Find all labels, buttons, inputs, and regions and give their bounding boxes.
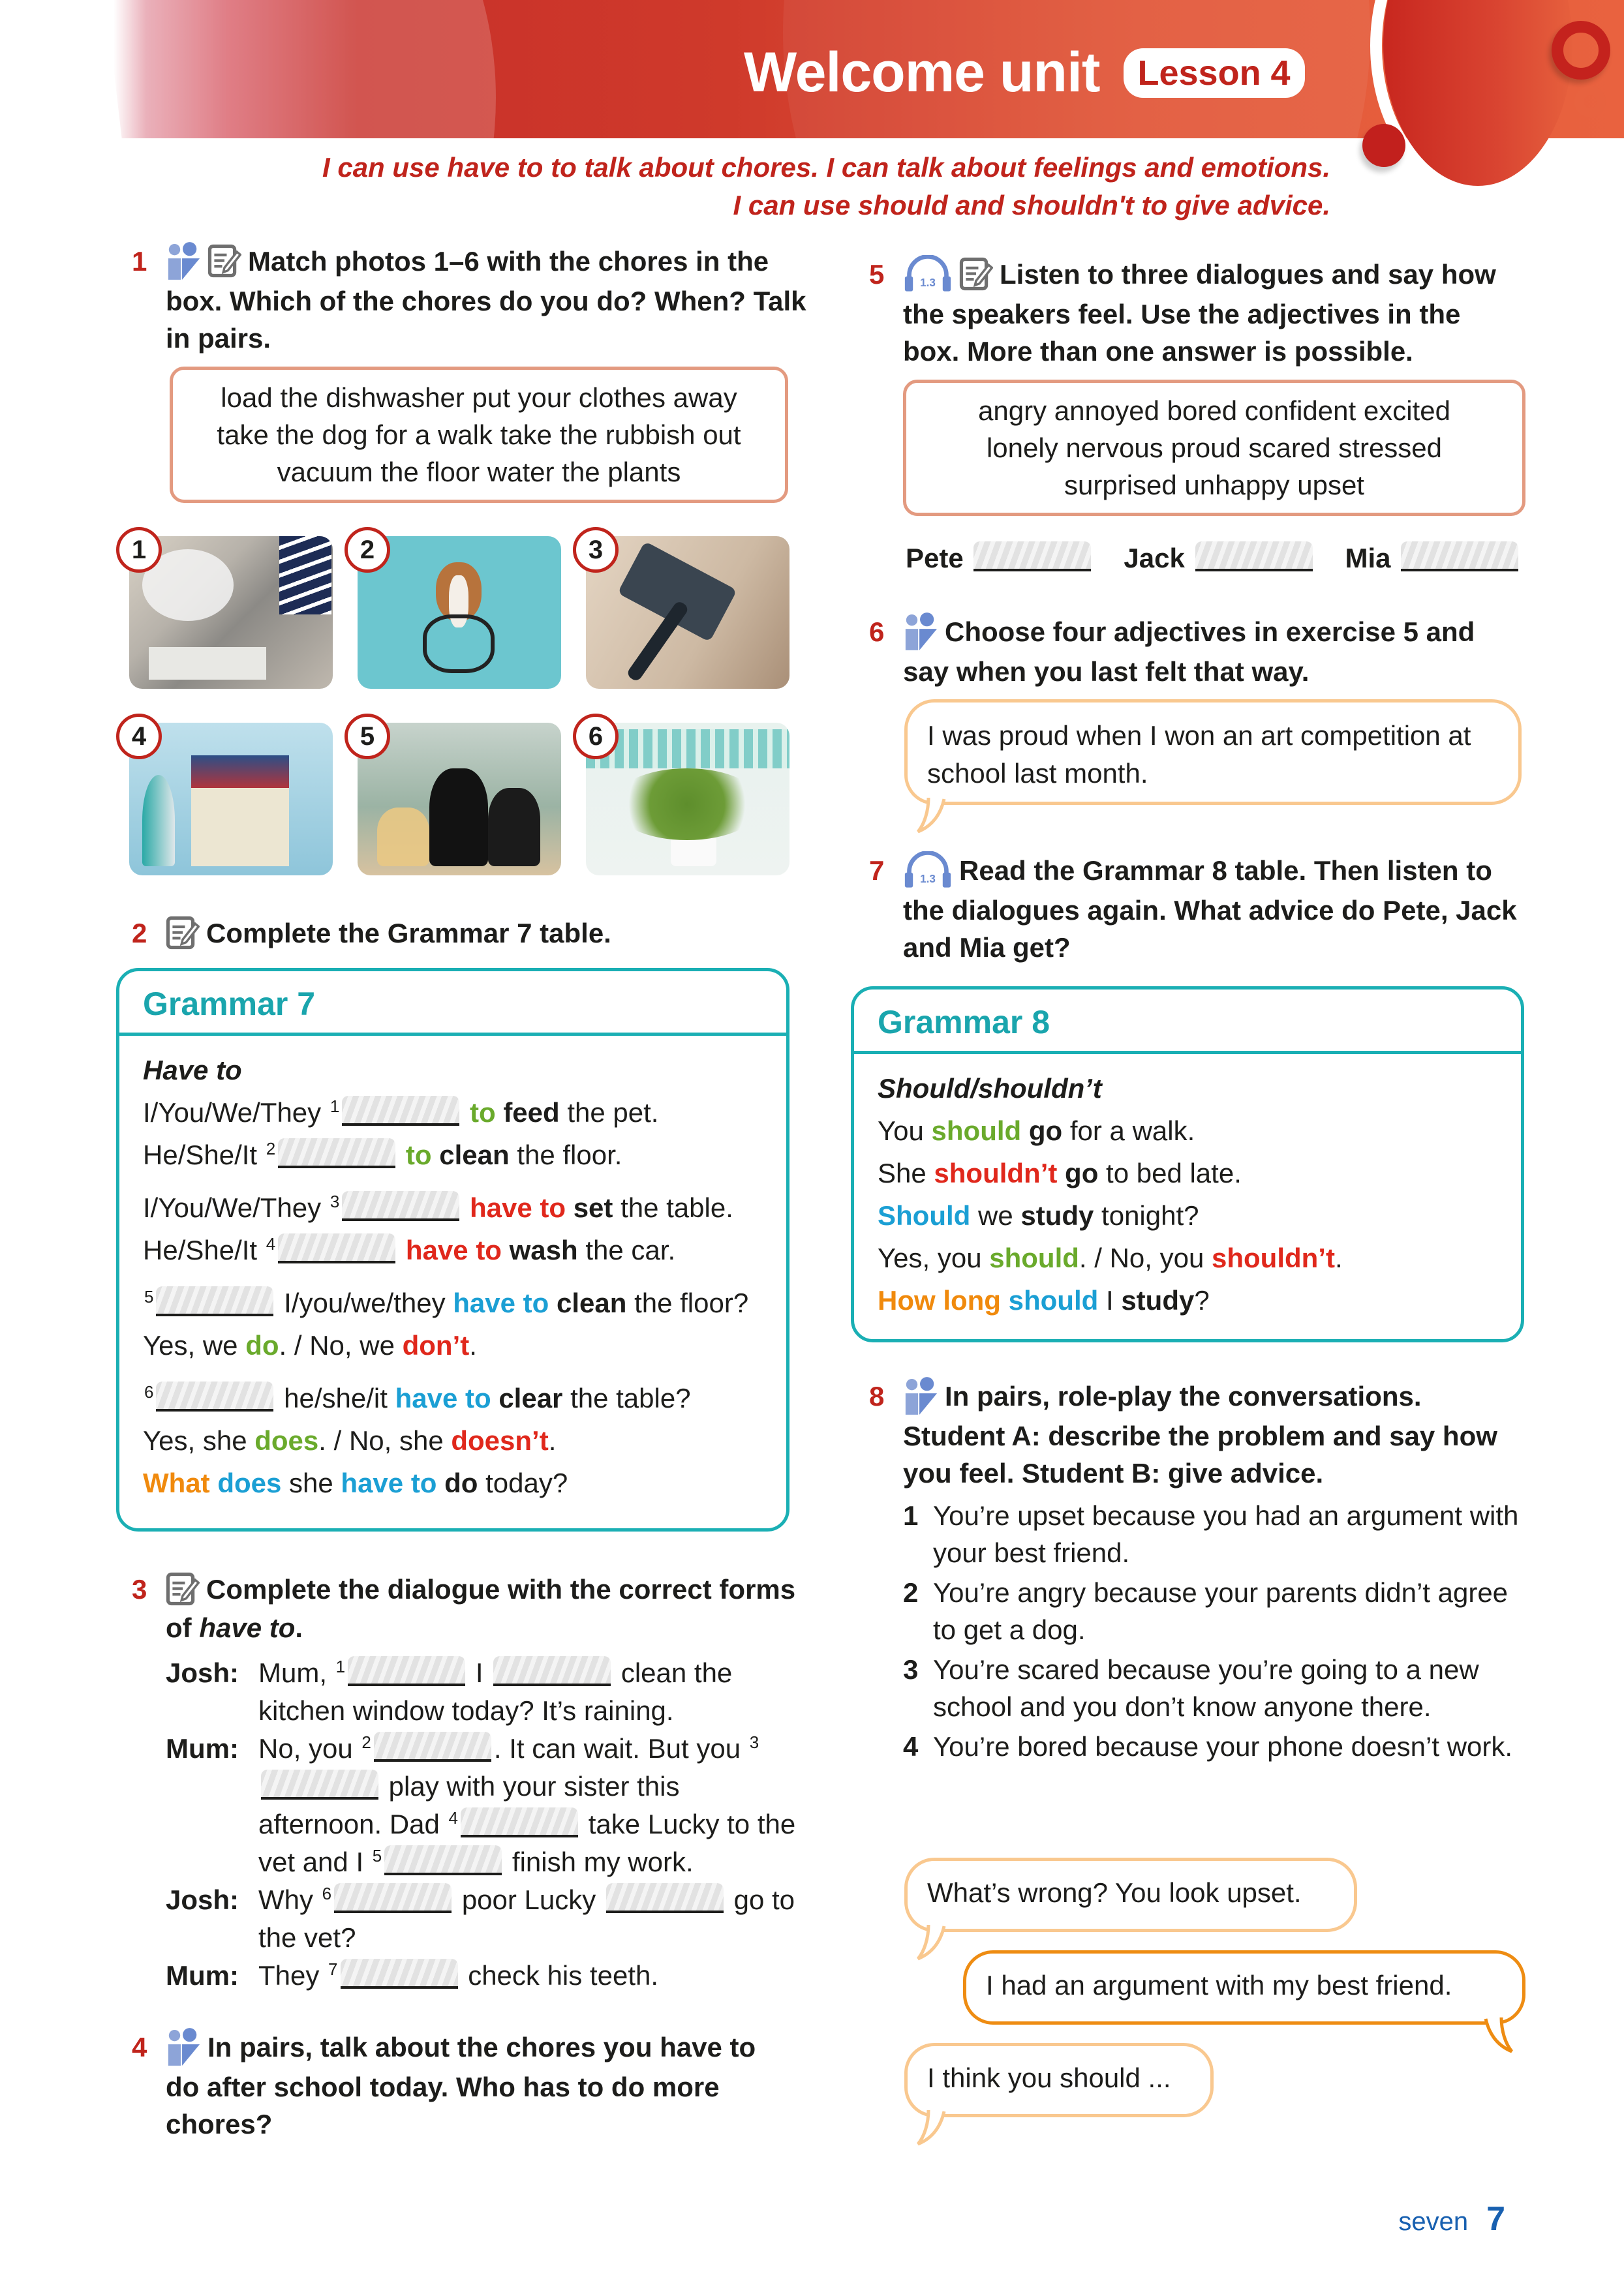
photo-badge: 1 <box>116 527 162 573</box>
speech-bubble <box>904 2043 1214 2117</box>
bubble-text: I think you should ... <box>927 2062 1171 2093</box>
speaker: Mum: <box>166 1959 239 1991</box>
exercise-number: 1 <box>132 246 147 277</box>
answer-blank[interactable] <box>156 1382 273 1412</box>
decor-orange-ring <box>1574 86 1606 117</box>
exercise-number: 7 <box>869 855 885 886</box>
page-word: seven <box>1398 2207 1469 2236</box>
grammar-subtitle: Have to <box>143 1055 242 1085</box>
speaker: Josh: <box>166 1884 239 1915</box>
dialogue-line: Josh: Why $^6$ poor Lucky go to the vet? <box>166 1881 806 1957</box>
word-box-line: angry annoyed bored confident excited <box>978 395 1450 426</box>
grammar-line: You should go for a walk. <box>878 1115 1195 1146</box>
grammar-line: $^6$ he/she/it have to clear the table? <box>144 1382 691 1413</box>
bubble-tail <box>917 798 956 834</box>
exercise-number: 5 <box>869 259 885 290</box>
grammar-line: Should we study tonight? <box>878 1200 1199 1231</box>
grammar-line: What does she have to do today? <box>143 1468 568 1498</box>
list-item: 2 You’re angry because your parents didn’t agree to get a dog. <box>903 1577 1509 1645</box>
dialogue-line: Mum: No, you $^2$ . It can wait. But you $^3$ play with your sister this afternoon. Dad $^4$ take Lucky to the vet and I $^5$ finish my work. <box>166 1730 806 1881</box>
exercise-instruction: Read the Grammar 8 table. Then listen to the dialogues again. What advice do Pete, Jack and Mia get? <box>903 855 1517 963</box>
writing-icon <box>207 243 241 279</box>
header-swoosh <box>39 0 496 138</box>
word-box-line: load the dishwasher put your clothes away <box>221 382 737 413</box>
answer-blank[interactable] <box>493 1656 611 1686</box>
headphones-icon[interactable] <box>903 255 953 293</box>
word-box-line: surprised unhappy upset <box>1064 470 1364 500</box>
answer-blank[interactable] <box>1195 541 1313 571</box>
dialogue-line: Josh: Mum, $^1$ I clean the kitchen window today? It’s raining. <box>166 1654 806 1730</box>
speech-bubble <box>904 1858 1357 1932</box>
bubble-text: I had an argument with my best friend. <box>986 1970 1452 2001</box>
exercise-instruction: Complete the Grammar 7 table. <box>206 918 611 948</box>
speech-bubble <box>963 1950 1525 2025</box>
answer-blank[interactable] <box>278 1138 395 1168</box>
exercise-6 <box>865 613 1524 690</box>
answer-item: Mia <box>1345 541 1522 574</box>
grammar-line: $^5$ I/you/we/they have to clean the floor? <box>144 1287 749 1318</box>
answer-blank[interactable] <box>261 1770 378 1800</box>
exercise-2 <box>128 914 806 953</box>
exercise-1 <box>128 243 806 357</box>
decor-red-ring <box>1552 21 1610 80</box>
bubble-tail <box>917 1925 956 1961</box>
answer-blank[interactable] <box>1401 541 1518 571</box>
word-box-line: lonely nervous proud scared stressed <box>986 432 1443 463</box>
dialogue <box>128 1654 806 1995</box>
exercise-instruction: Listen to three dialogues and say how the speakers feel. Use the adjectives in the box. More than one answer is possible. <box>903 259 1496 367</box>
answer-blank[interactable] <box>334 1883 452 1913</box>
aim-line: I can use should and shouldn't to give advice. <box>733 190 1330 220</box>
grammar-line: Yes, she does. / No, she doesn’t. <box>143 1425 557 1456</box>
grammar-title: Grammar 8 <box>854 989 1521 1054</box>
grammar-line: Yes, we do. / No, we don’t. <box>143 1330 477 1361</box>
word-box-line: take the dog for a walk take the rubbish out <box>217 419 741 450</box>
answer-blank[interactable] <box>973 541 1091 571</box>
answer-blank[interactable] <box>384 1845 502 1875</box>
exercise-8 <box>865 1378 1524 1768</box>
exercise-instruction: Complete the dialogue with the correct forms of <box>166 1574 796 1643</box>
grammar-line: He/She/It $^2$ to clean the floor. <box>143 1139 622 1170</box>
unit-title: Welcome unit <box>744 41 1100 104</box>
dialogue-line: Mum: They $^7$ check his teeth. <box>166 1957 806 1995</box>
answer-blank[interactable] <box>374 1732 491 1762</box>
exercise-instruction: Match photos 1–6 with the chores in the box. Which of the chores do you do? When? Talk in pairs. <box>166 246 806 354</box>
exercise-3: 3 Complete the dialogue with the correct forms of have to. Josh: Mum, $^1$ I clean the kitchen window today? It’s raining. Mum: No, you $^2$ . It can wait. But you $^3$ play with your sister this afternoon. Dad $^4$ take Lucky to the vet and I $^5$ finish my work. Josh: Why $^6$ poor Lucky go to the vet? Mum: They $^7$ check his teeth. <box>128 1571 806 1995</box>
photo-badge: 6 <box>573 714 619 759</box>
answer-item: Pete <box>906 541 1094 574</box>
grammar-subtitle: Should/shouldn’t <box>878 1073 1102 1104</box>
bubble-tail <box>1474 2017 1513 2054</box>
speech-bubble <box>904 699 1522 805</box>
pair-work-icon <box>903 1377 938 1415</box>
exercise-7 <box>865 852 1524 966</box>
bubble-text: I was proud when I won an art competition at school last month. <box>927 720 1471 789</box>
exercise-5 <box>865 256 1524 370</box>
ex5-answers <box>906 541 1521 574</box>
list-item: 1 You’re upset because you had an argument with your best friend. <box>903 1500 1519 1568</box>
exercise-instruction: Choose four adjectives in exercise 5 and say when you last felt that way. <box>903 616 1475 687</box>
exercise-number: 2 <box>132 918 147 948</box>
grammar-title: Grammar 7 <box>119 971 786 1036</box>
photo-badge: 3 <box>573 527 619 573</box>
lesson-badge: Lesson 4 <box>1124 48 1305 98</box>
photo-badge: 2 <box>345 527 390 573</box>
answer-blank[interactable] <box>341 1959 458 1989</box>
photo-badge: 4 <box>116 714 162 759</box>
chores-word-box <box>170 367 788 503</box>
unit-title-group <box>744 40 1305 105</box>
answer-blank[interactable] <box>606 1883 724 1913</box>
writing-icon <box>166 1571 200 1607</box>
writing-icon <box>959 256 993 292</box>
bubble-tail <box>917 2110 956 2147</box>
exercise-number: 6 <box>869 616 885 647</box>
list-item: 4 You’re bored because your phone doesn’t work. <box>903 1730 1513 1762</box>
word-box-line: vacuum the floor water the plants <box>277 457 681 487</box>
grammar-line: I/You/We/They $^3$ have to set the table. <box>143 1192 733 1223</box>
exercise-number: 4 <box>132 2032 147 2062</box>
pair-work-icon <box>166 2028 201 2066</box>
situations-list <box>865 1497 1524 1765</box>
answer-blank[interactable] <box>342 1096 459 1126</box>
list-item: 3 You’re scared because you’re going to a new school and you don’t know anyone there. <box>903 1654 1479 1722</box>
pair-work-icon <box>903 612 938 650</box>
grammar-line: How long should I study? <box>878 1285 1210 1316</box>
photo-badge: 5 <box>345 714 390 759</box>
bubble-text: What’s wrong? You look upset. <box>927 1877 1302 1908</box>
pair-work-icon <box>166 242 201 280</box>
exercise-instruction: In pairs, role-play the conversations. Student A: describe the problem and say how you feel. Student B: give advice. <box>903 1381 1497 1488</box>
exercise-4 <box>128 2029 787 2143</box>
aim-line: I can use have to to talk about chores. I can talk about feelings and emotions. <box>322 152 1330 183</box>
answer-blank[interactable] <box>342 1191 459 1221</box>
grammar-line: Yes, you should. / No, you shouldn’t. <box>878 1243 1343 1273</box>
headphones-icon[interactable] <box>903 851 953 889</box>
exercise-number: 3 <box>132 1574 147 1605</box>
answer-item: Jack <box>1124 541 1315 574</box>
writing-icon <box>166 915 200 950</box>
learning-aims <box>322 149 1330 224</box>
page-number: 7 <box>1486 2200 1505 2238</box>
exercise-instruction: In pairs, talk about the chores you have to do after school today. Who has to do more chores? <box>166 2032 756 2139</box>
decor-small-circle <box>1362 124 1405 167</box>
grammar-7-table <box>116 968 789 1532</box>
grammar-line: She shouldn’t go to bed late. <box>878 1158 1242 1188</box>
answer-blank[interactable] <box>348 1656 465 1686</box>
adjectives-word-box <box>903 380 1525 516</box>
grammar-8-table <box>851 986 1524 1342</box>
speaker: Mum: <box>166 1732 239 1764</box>
grammar-line: He/She/It $^4$ have to wash the car. <box>143 1234 676 1265</box>
speaker: Josh: <box>166 1657 239 1688</box>
grammar-line: I/You/We/They $^1$ to feed the pet. <box>143 1096 659 1128</box>
page-footer <box>1398 2199 1505 2239</box>
answer-blank[interactable] <box>461 1807 578 1837</box>
exercise-number: 8 <box>869 1381 885 1412</box>
answer-blank[interactable] <box>278 1233 395 1263</box>
answer-blank[interactable] <box>156 1286 273 1316</box>
